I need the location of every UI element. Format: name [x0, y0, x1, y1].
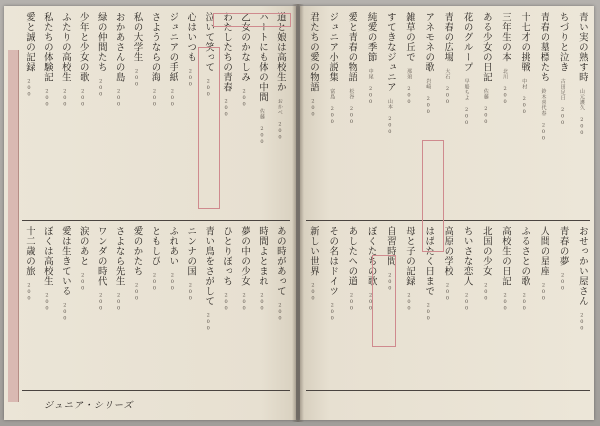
- listing-meta: 200: [310, 92, 316, 118]
- listing-meta: 200: [578, 306, 585, 332]
- listing-entry: [78, 12, 89, 217]
- listing-entry: [442, 226, 453, 386]
- listing-meta: 山元護久 200: [578, 82, 585, 137]
- listing-entry: [167, 12, 178, 217]
- listing-meta: 200: [187, 276, 194, 302]
- listing-meta: 岩崎 200: [425, 72, 432, 116]
- listing-title: 十二歳の旅: [24, 226, 35, 276]
- listing-title: すてきなジュニア: [384, 12, 396, 92]
- listing-title: 青い鳥をさがして: [203, 226, 215, 306]
- listing-title: 君たちの愛の物語: [308, 12, 319, 92]
- listing-title: ハートにも体の中間: [256, 12, 268, 102]
- listing-meta: 200: [97, 72, 104, 98]
- listing-meta: 200: [97, 286, 104, 312]
- listing-title: ワンダの時代: [95, 226, 107, 286]
- listing-meta: 200: [133, 62, 140, 88]
- listing-meta: 200: [406, 286, 413, 312]
- listing-title: 十七才の挑戦: [519, 12, 531, 72]
- listing-meta: 200: [79, 82, 86, 108]
- listing-entry: [577, 12, 588, 217]
- listing-entry: [519, 12, 530, 217]
- listing-meta: 早船ちよ 200: [463, 72, 470, 127]
- listing-title: 花のグループ: [461, 12, 473, 72]
- listing-title: 三年生の本: [500, 12, 512, 62]
- listing-entry: [346, 226, 357, 386]
- listing-entry: [132, 226, 143, 386]
- listing-title: 人間の星座: [538, 226, 550, 276]
- listing-meta: 200: [205, 72, 212, 98]
- listing-title: 青春の墓標たち: [538, 12, 550, 82]
- listing-entry: [462, 226, 473, 386]
- listing-entry: [60, 226, 71, 386]
- listing-meta: 200: [151, 82, 158, 108]
- right-page-bottom-rule: [306, 390, 590, 391]
- listing-meta: 200: [521, 286, 528, 312]
- listing-title: 愛と誠の記録: [24, 12, 35, 72]
- listing-entry: [203, 226, 214, 386]
- listing-title: あしたへの道: [346, 226, 358, 286]
- listing-title: ふたりの高校生: [59, 12, 71, 82]
- listing-entry: [346, 12, 357, 217]
- listing-entry: [481, 226, 492, 386]
- listing-title: 夢の中の少女: [239, 226, 251, 286]
- listing-title: ひとりぼっち: [221, 226, 233, 286]
- listing-meta: 200: [386, 266, 393, 292]
- listing-title: ぼくたちの歌: [365, 226, 377, 286]
- listing-entry: [132, 12, 143, 217]
- listing-title: 道と娘は高校生か: [274, 12, 286, 92]
- listing-meta: 200: [329, 296, 336, 322]
- listing-title: ふれあい: [167, 226, 179, 266]
- listing-meta: 200: [276, 296, 283, 322]
- listing-entry: [185, 12, 196, 217]
- listing-entry: [42, 226, 53, 386]
- listing-entry: [577, 226, 588, 386]
- listing-meta: 200: [187, 62, 194, 88]
- series-label: ジュニア・シリーズ: [44, 401, 134, 411]
- listing-entry: [558, 12, 569, 217]
- listing-title: 私たちの体験記: [41, 12, 53, 82]
- listing-meta: 200: [223, 286, 230, 312]
- listing-entry: [24, 226, 35, 386]
- listing-entry: [500, 12, 511, 217]
- listing-entry: [114, 12, 125, 217]
- listing-meta: 200: [367, 286, 374, 312]
- listing-entry: [239, 226, 250, 386]
- listing-title: ぼくは高校生: [41, 226, 53, 286]
- listing-meta: 200: [133, 276, 140, 302]
- listing-title: ニンナの国: [185, 226, 197, 276]
- listing-entry: [404, 12, 415, 217]
- listing-meta: 鈴木喜代春 200: [540, 82, 547, 142]
- listing-meta: 200: [241, 286, 248, 312]
- listing-entry: [221, 12, 232, 217]
- listing-entry: [385, 12, 396, 217]
- listing-title: 乙女のかなしみ: [239, 12, 251, 82]
- binding-strip: [8, 50, 19, 402]
- listing-title: 少年と少女の歌: [77, 12, 89, 82]
- right-page-lower-tier: [308, 226, 588, 386]
- left-page-upper-tier: [24, 12, 286, 217]
- listing-meta: 200: [26, 276, 32, 302]
- listing-title: 雑草の丘で: [404, 12, 416, 62]
- listing-entry: [239, 12, 250, 217]
- listing-meta: 佐藤 200: [258, 102, 265, 146]
- listing-title: 私の大学生: [131, 12, 143, 62]
- listing-title: 高校生の日記: [500, 226, 512, 286]
- listing-entry: [149, 12, 160, 217]
- listing-entry: [558, 226, 569, 386]
- listing-entry: [500, 226, 511, 386]
- listing-title: ちいさな恋人: [461, 226, 473, 286]
- listing-meta: 那須 200: [406, 62, 413, 106]
- listing-entry: [308, 12, 319, 217]
- listing-title: わたしたちの青春: [221, 12, 233, 92]
- highlight-mark: [422, 140, 444, 252]
- listing-entry: [404, 226, 415, 386]
- listing-meta: 200: [151, 266, 158, 292]
- listing-title: ジュニア小説集: [327, 12, 339, 82]
- listing-meta: 北川 200: [502, 62, 509, 106]
- right-page-divider: [306, 220, 590, 221]
- left-page-lower-tier: [24, 226, 286, 386]
- listing-title: 純愛の季節: [365, 12, 377, 62]
- listing-title: ふるさとの歌: [519, 226, 531, 286]
- listing-meta: 200: [463, 286, 470, 312]
- listing-entry: [78, 226, 89, 386]
- listing-title: アネモネの歌: [423, 12, 435, 72]
- listing-meta: 200: [43, 286, 50, 312]
- listing-entry: [42, 12, 53, 217]
- listing-meta: 200: [540, 276, 547, 302]
- listing-title: 青い実の熟す時: [576, 12, 588, 82]
- listing-meta: 200: [241, 82, 248, 108]
- listing-title: ともしび: [149, 226, 161, 266]
- listing-title: おせっかい屋さん: [576, 226, 588, 306]
- listing-meta: 200: [169, 266, 176, 292]
- listing-entry: [167, 226, 178, 386]
- listing-meta: 富島 200: [329, 82, 336, 126]
- listing-entry: [462, 12, 473, 217]
- listing-meta: おかべ 200: [276, 92, 283, 141]
- listing-entry: [185, 226, 196, 386]
- listing-title: 母と子の記録: [404, 226, 416, 286]
- listing-meta: 200: [502, 286, 509, 312]
- gutter: [292, 4, 304, 422]
- listing-meta: 大石 200: [444, 62, 451, 106]
- listing-entry: [221, 226, 232, 386]
- listing-title: 愛と青春の物語: [346, 12, 358, 82]
- listing-meta: 山本 200: [386, 92, 393, 136]
- listing-title: 涙のあと: [77, 226, 89, 266]
- listing-meta: 古田足日 200: [559, 72, 566, 127]
- listing-title: ある少女の日記: [480, 12, 492, 82]
- listing-meta: 200: [559, 266, 566, 292]
- listing-title: 青春の夢: [557, 226, 569, 266]
- listing-meta: 200: [115, 82, 122, 108]
- listing-title: さよなら先生: [113, 226, 125, 286]
- listing-entry: [481, 12, 492, 217]
- listing-title: 青春の広場: [442, 12, 454, 62]
- listing-entry: [96, 12, 107, 217]
- listing-title: 緑の仲間たち: [95, 12, 107, 72]
- listing-entry: [366, 12, 377, 217]
- highlight-mark: [198, 47, 220, 209]
- highlight-mark: [213, 13, 291, 27]
- listing-entry: [257, 12, 268, 217]
- listing-entry: [327, 12, 338, 217]
- listing-entry: [308, 226, 319, 386]
- listing-title: おかあさんの島: [113, 12, 125, 82]
- highlight-mark: [372, 255, 396, 347]
- left-page-bottom-rule: [22, 390, 290, 391]
- listing-meta: 200: [205, 306, 212, 332]
- listing-title: 心はいつも: [185, 12, 197, 62]
- listing-entry: [275, 226, 286, 386]
- listing-title: 新しい世界: [308, 226, 319, 276]
- listing-title: さようならの海: [149, 12, 161, 82]
- listing-meta: 200: [444, 276, 451, 302]
- listing-meta: 佐藤 200: [482, 82, 489, 126]
- listing-entry: [96, 226, 107, 386]
- listing-meta: 200: [223, 92, 230, 118]
- listing-meta: 200: [169, 82, 176, 108]
- listing-entry: [275, 12, 286, 217]
- listing-title: ジュニアの手紙: [167, 12, 179, 82]
- listing-entry: [442, 12, 453, 217]
- listing-title: はばたく日まで: [423, 226, 435, 296]
- listing-meta: 200: [61, 296, 68, 322]
- listing-entry: [538, 12, 549, 217]
- listing-meta: 200: [482, 276, 489, 302]
- listing-entry: [149, 226, 160, 386]
- listing-meta: 200: [115, 286, 122, 312]
- listing-entry: [257, 226, 268, 386]
- listing-entry: [519, 226, 530, 386]
- listing-meta: 200: [43, 82, 50, 108]
- listing-title: 愛は生きている: [59, 226, 71, 296]
- listing-meta: 松谷 200: [348, 82, 355, 126]
- listing-title: 北国の少女: [480, 226, 492, 276]
- listing-entry: [327, 226, 338, 386]
- listing-title: その名はドイツ: [327, 226, 339, 296]
- listing-meta: 中尾 200: [367, 62, 374, 106]
- listing-meta: 200: [348, 286, 355, 312]
- listing-meta: 200: [61, 82, 68, 108]
- listing-meta: 200: [258, 286, 265, 312]
- listing-meta: 200: [79, 266, 86, 292]
- listing-entry: [60, 12, 71, 217]
- left-page-divider: [22, 220, 290, 221]
- right-page-upper-tier: [308, 12, 588, 217]
- listing-title: 泣いて笑って: [203, 12, 215, 72]
- listing-title: あの時があって: [274, 226, 286, 296]
- listing-title: 高原の学校: [442, 226, 454, 276]
- listing-meta: 中村 200: [521, 72, 528, 116]
- listing-title: 時間よとまれ: [256, 226, 268, 286]
- listing-title: 自習時間: [384, 226, 396, 266]
- listing-title: 愛のかたち: [131, 226, 143, 276]
- listing-entry: [538, 226, 549, 386]
- listing-meta: 200: [26, 72, 32, 98]
- listing-meta: 200: [310, 276, 316, 302]
- listing-title: ちづりと泣き: [557, 12, 569, 72]
- listing-meta: 200: [425, 296, 432, 322]
- listing-entry: [114, 226, 125, 386]
- listing-entry: [24, 12, 35, 217]
